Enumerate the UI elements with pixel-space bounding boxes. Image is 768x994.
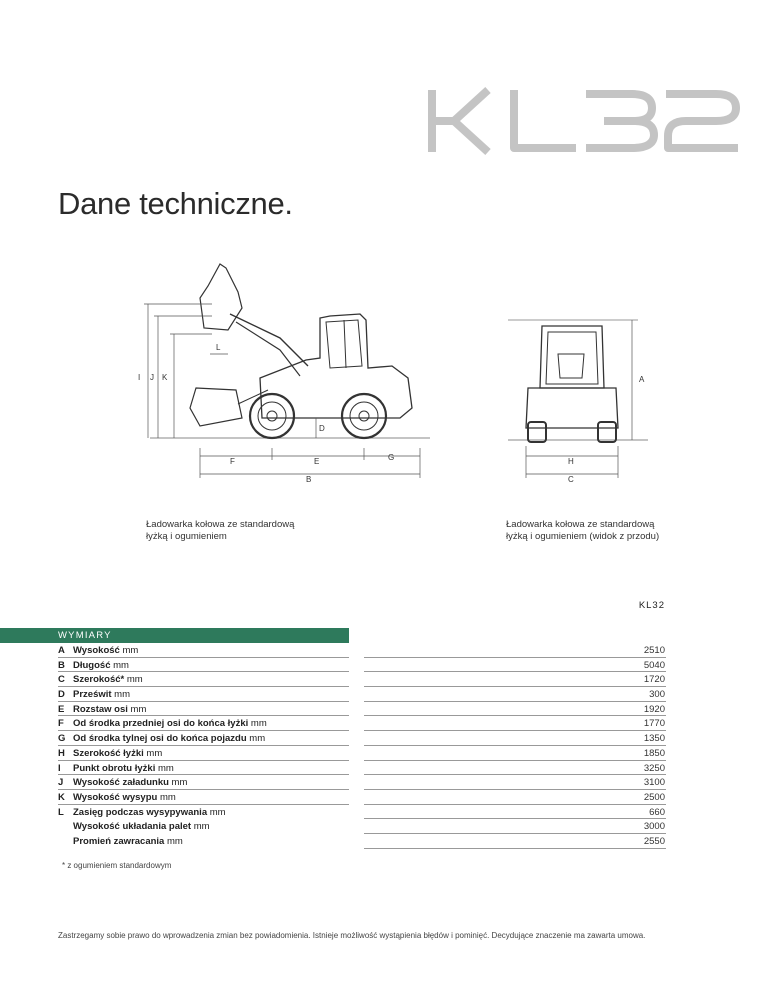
spec-row (0, 716, 768, 731)
dim-label-l: L (216, 343, 221, 352)
section-header-wymiary: WYMIARY (0, 628, 349, 643)
dim-label-h: H (568, 457, 574, 466)
spec-unit: mm (143, 747, 163, 759)
dim-label-i: I (138, 373, 141, 382)
spec-label: Od środka tylnej osi do końca pojazdu (73, 733, 247, 745)
spec-table (0, 643, 768, 849)
side-view-caption-line1: Ładowarka kołowa ze standardową (146, 519, 295, 530)
spec-letter: F (58, 718, 64, 730)
spec-label: Rozstaw osi (73, 703, 128, 715)
spec-row (0, 672, 768, 687)
side-view-caption-line2: łyżką i ogumieniem (146, 530, 227, 542)
spec-label: Punkt obrotu łyżki (73, 762, 156, 774)
spec-row (0, 643, 768, 658)
spec-value: 3100 (643, 777, 665, 789)
front-view-caption (506, 519, 736, 542)
spec-label: Wysokość wysypu (73, 791, 158, 803)
spec-unit: mm (124, 674, 143, 686)
dim-label-e: E (314, 457, 320, 466)
spec-unit: mm (157, 791, 176, 803)
spec-row (0, 702, 768, 717)
spec-label: Szerokość* (73, 674, 125, 686)
spec-value: 1770 (643, 718, 665, 730)
spec-row (0, 658, 768, 673)
dim-label-k: K (162, 373, 168, 382)
spec-unit: mm (168, 777, 188, 789)
spec-label: Wysokość (73, 645, 120, 656)
spec-letter: B (58, 659, 65, 671)
spec-label: Wysokość układania palet (73, 821, 192, 833)
spec-unit: mm (111, 689, 131, 701)
spec-unit: mm (155, 762, 174, 774)
spec-row (0, 687, 768, 702)
spec-value: 3000 (643, 821, 665, 833)
spec-value: 660 (649, 806, 665, 818)
loader-side-view-drawing (130, 258, 440, 498)
spec-value: 1920 (643, 703, 665, 715)
footnote: * z ogumieniem standardowym (62, 861, 172, 870)
spec-value: 2510 (643, 645, 665, 656)
spec-label: Promień zawracania (73, 835, 165, 847)
spec-letter: G (58, 733, 66, 745)
spec-row (0, 746, 768, 761)
spec-letter: L (58, 806, 64, 818)
dim-label-j: J (150, 373, 154, 382)
spec-row (0, 775, 768, 790)
spec-unit: mm (127, 703, 147, 715)
dim-label-a: A (639, 375, 645, 384)
spec-label: Długość (73, 659, 111, 671)
spec-row (0, 731, 768, 746)
spec-row (0, 819, 768, 834)
spec-label: Od środka przedniej osi do końca łyżki (73, 718, 249, 730)
spec-label: Szerokość łyżki (73, 747, 144, 759)
spec-label: Wysokość załadunku (73, 777, 169, 789)
dim-label-c: C (568, 475, 574, 484)
spec-unit: mm (207, 806, 226, 818)
spec-unit: mm (164, 835, 183, 847)
side-view-caption (146, 519, 366, 542)
spec-letter: J (58, 777, 64, 789)
dim-label-f: F (230, 457, 235, 466)
spec-value: 2550 (643, 835, 665, 847)
spec-value: 5040 (643, 659, 665, 671)
spec-value: 1720 (643, 674, 665, 686)
spec-row (0, 834, 768, 849)
spec-value: 2500 (643, 791, 665, 803)
dim-label-g: G (388, 453, 395, 462)
spec-letter: C (58, 674, 65, 686)
spec-unit: mm (248, 718, 267, 730)
spec-letter: I (58, 762, 61, 774)
front-view-caption-line2: łyżką i ogumieniem (widok z przodu) (506, 530, 660, 542)
disclaimer: Zastrzegamy sobie prawo do wprowadzenia zmian bez powiadomienia. Istnieje możliwość wystąpienia błędów i pominięć. Decydujące znaczenie ma zawarta umowa. (58, 931, 646, 940)
spec-unit: mm (119, 645, 139, 656)
dim-label-d: D (319, 424, 325, 433)
page-title: Dane techniczne. (58, 186, 293, 221)
spec-unit: mm (110, 659, 129, 671)
dim-label-b: B (306, 475, 312, 484)
spec-letter: E (58, 703, 65, 715)
spec-row (0, 761, 768, 776)
spec-value: 3250 (643, 762, 665, 774)
spec-label: Prześwit (73, 689, 112, 701)
spec-value: 1350 (643, 733, 665, 745)
spec-unit: mm (246, 733, 266, 745)
spec-row (0, 805, 768, 820)
loader-front-view-drawing (498, 314, 668, 496)
spec-letter: A (58, 645, 65, 656)
spec-value: 300 (649, 689, 665, 701)
front-view-caption-line1: Ładowarka kołowa ze standardową (506, 519, 655, 530)
spec-value: 1850 (643, 747, 665, 759)
kl32-logo (426, 86, 742, 156)
spec-letter: H (58, 747, 65, 759)
spec-row (0, 790, 768, 805)
spec-letter: K (58, 791, 65, 803)
model-column-header: KL32 (638, 600, 665, 611)
spec-letter: D (58, 689, 65, 701)
spec-unit: mm (191, 821, 210, 833)
spec-label: Zasięg podczas wysypywania (73, 806, 208, 818)
